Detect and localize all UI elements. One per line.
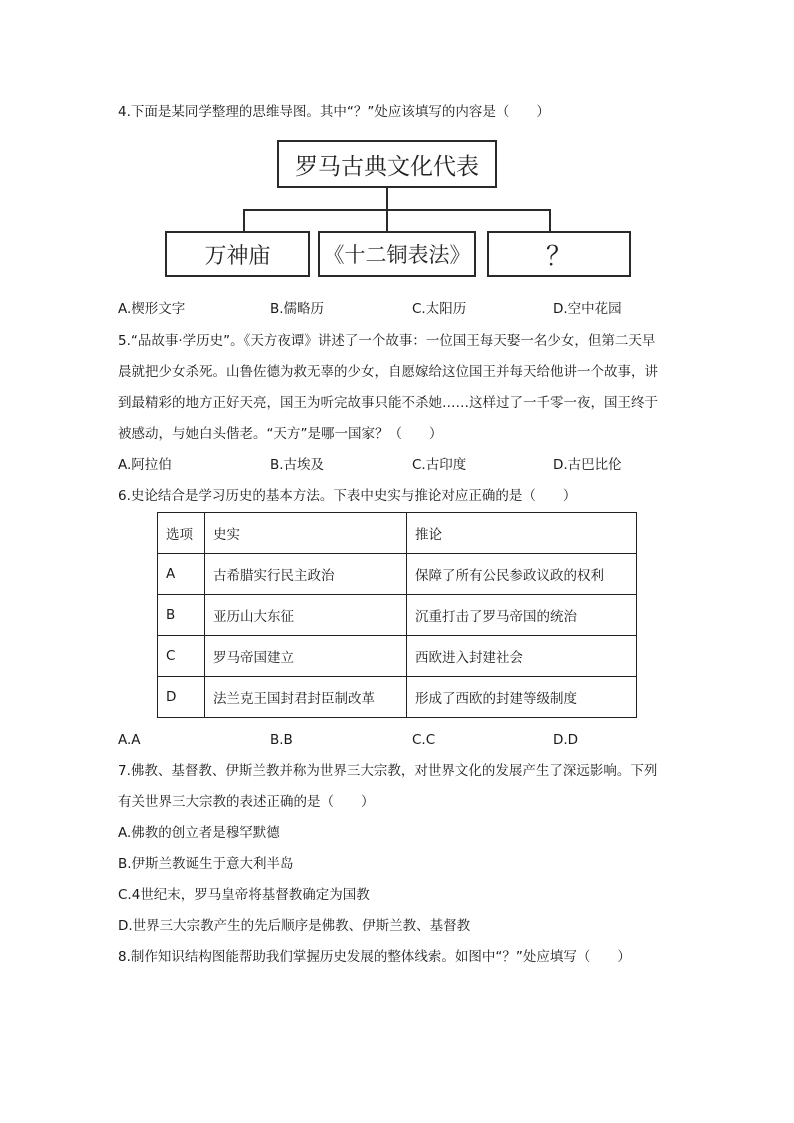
- q6-option-d: D.D: [553, 732, 579, 748]
- table-row: [158, 595, 637, 636]
- q7-option-a: A.佛教的创立者是穆罕默德: [118, 825, 280, 841]
- table-cell: B: [158, 595, 205, 636]
- mind-map-child-2: 《十二铜表法》: [318, 231, 476, 277]
- q6-option-a: A.A: [118, 732, 141, 748]
- q4-option-c: C.太阳历: [412, 301, 467, 317]
- q6-option-c: C.C: [412, 732, 436, 748]
- q7-line-1: 7.佛教、基督教、伊斯兰教并称为世界三大宗教，对世界文化的发展产生了深远影响。下列: [118, 763, 658, 779]
- q5-option-d: D.古巴比伦: [553, 457, 622, 473]
- q6-table: [157, 512, 637, 718]
- table-cell: 法兰克王国封君封臣制改革: [205, 677, 407, 718]
- table-header-fact: 史实: [205, 513, 407, 554]
- table-cell: A: [158, 554, 205, 595]
- table-cell: C: [158, 636, 205, 677]
- table-cell: 罗马帝国建立: [205, 636, 407, 677]
- table-cell: 保障了所有公民参政议政的权利: [407, 554, 637, 595]
- q5-line-1: 5.“品故事·学历史”。《天方夜谭》讲述了一个故事：一位国王每天娶一名少女，但第二天早: [118, 333, 656, 349]
- q6-stem: 6.史论结合是学习历史的基本方法。下表中史实与推论对应正确的是（ ）: [118, 488, 577, 504]
- q7-option-d: D.世界三大宗教产生的先后顺序是佛教、伊斯兰教、基督教: [118, 918, 471, 934]
- q7-line-2: 有关世界三大宗教的表述正确的是（ ）: [118, 794, 375, 810]
- q4-option-a: A.楔形文字: [118, 301, 186, 317]
- q5-option-c: C.古印度: [412, 457, 467, 473]
- table-cell: 亚历山大东征: [205, 595, 407, 636]
- mind-map-root: 罗马古典文化代表: [277, 140, 497, 188]
- table-row: [158, 554, 637, 595]
- q5-option-a: A.阿拉伯: [118, 457, 172, 473]
- connector-root-stem: [386, 188, 388, 210]
- q5-line-3: 到最精彩的地方正好天亮，国王为听完故事只能不杀她……这样过了一千零一夜，国王终于: [118, 395, 658, 411]
- q4-option-b: B.儒略历: [270, 301, 325, 317]
- table-cell: D: [158, 677, 205, 718]
- connector-branch-1: [243, 209, 245, 231]
- table-row: [158, 677, 637, 718]
- q7-option-c: C.4世纪末，罗马皇帝将基督教确定为国教: [118, 887, 370, 903]
- table-header-option: 选项: [158, 513, 205, 554]
- mind-map-child-3: ？: [487, 231, 631, 277]
- q4-option-d: D.空中花园: [553, 301, 622, 317]
- q5-line-4: 被感动，与她白头偕老。“天方”是哪一国家？（ ）: [118, 426, 443, 442]
- q6-option-b: B.B: [270, 732, 293, 748]
- table-cell: 西欧进入封建社会: [407, 636, 637, 677]
- table-cell: 古希腊实行民主政治: [205, 554, 407, 595]
- table-cell: 沉重打击了罗马帝国的统治: [407, 595, 637, 636]
- q8-stem: 8.制作知识结构图能帮助我们掌握历史发展的整体线索。如图中“？”处应填写（ ）: [118, 949, 631, 965]
- connector-branch-3: [549, 209, 551, 231]
- table-header-inference: 推论: [407, 513, 637, 554]
- q5-line-2: 晨就把少女杀死。山鲁佐德为救无辜的少女，自愿嫁给这位国王并每天给他讲一个故事，讲: [118, 364, 658, 380]
- connector-horizontal: [243, 209, 551, 211]
- table-cell: 形成了西欧的封建等级制度: [407, 677, 637, 718]
- q5-option-b: B.古埃及: [270, 457, 325, 473]
- mind-map-child-1: 万神庙: [165, 231, 310, 277]
- connector-branch-2: [386, 209, 388, 231]
- q4-stem: 4.下面是某同学整理的思维导图。其中“？”处应该填写的内容是（ ）: [118, 104, 550, 120]
- table-header-row: [158, 513, 637, 554]
- table-row: [158, 636, 637, 677]
- q7-option-b: B.伊斯兰教诞生于意大利半岛: [118, 856, 294, 872]
